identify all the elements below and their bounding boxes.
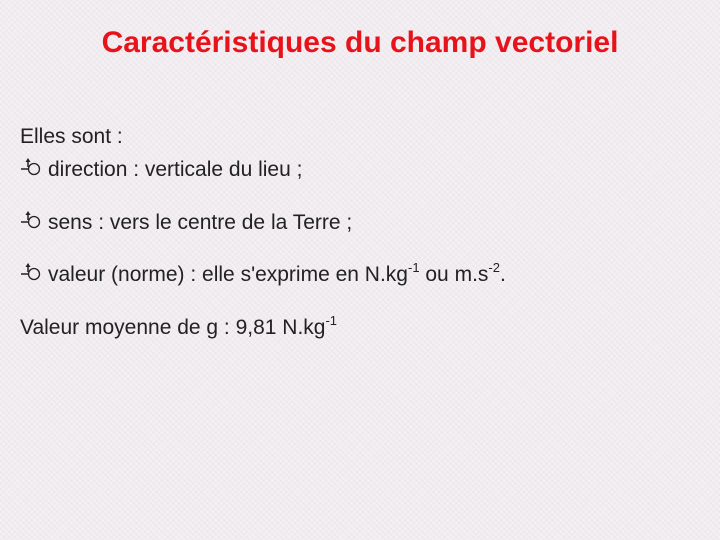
exponent: -2 (488, 260, 500, 275)
bullet-item-sens (20, 211, 352, 233)
intro-text: Elles sont : (20, 125, 123, 148)
slide-title: Caractéristiques du champ vectoriel (101, 26, 619, 59)
bullet-direction-text: direction : verticale du lieu ; (48, 158, 303, 181)
bullet-sens-text: sens : vers le centre de la Terre ; (48, 211, 353, 234)
bullet-valeur-text-2: ou m.s (419, 263, 489, 286)
exponent: -1 (407, 260, 420, 275)
average-text: Valeur moyenne de g : 9,81 N.kg (20, 316, 326, 339)
exponent: -1 (325, 313, 338, 328)
minus-arrow-circle-icon (20, 158, 48, 178)
minus-arrow-circle-icon (20, 263, 48, 283)
minus-arrow-circle-icon (20, 211, 48, 231)
average-value-text (20, 313, 338, 339)
bullet-item-direction (20, 158, 302, 180)
bullet-valeur-text: valeur (norme) : elle s'exprime en N.kg (48, 263, 408, 286)
bullet-valeur-text-3: . (499, 263, 506, 286)
bullet-item-valeur (20, 260, 506, 286)
